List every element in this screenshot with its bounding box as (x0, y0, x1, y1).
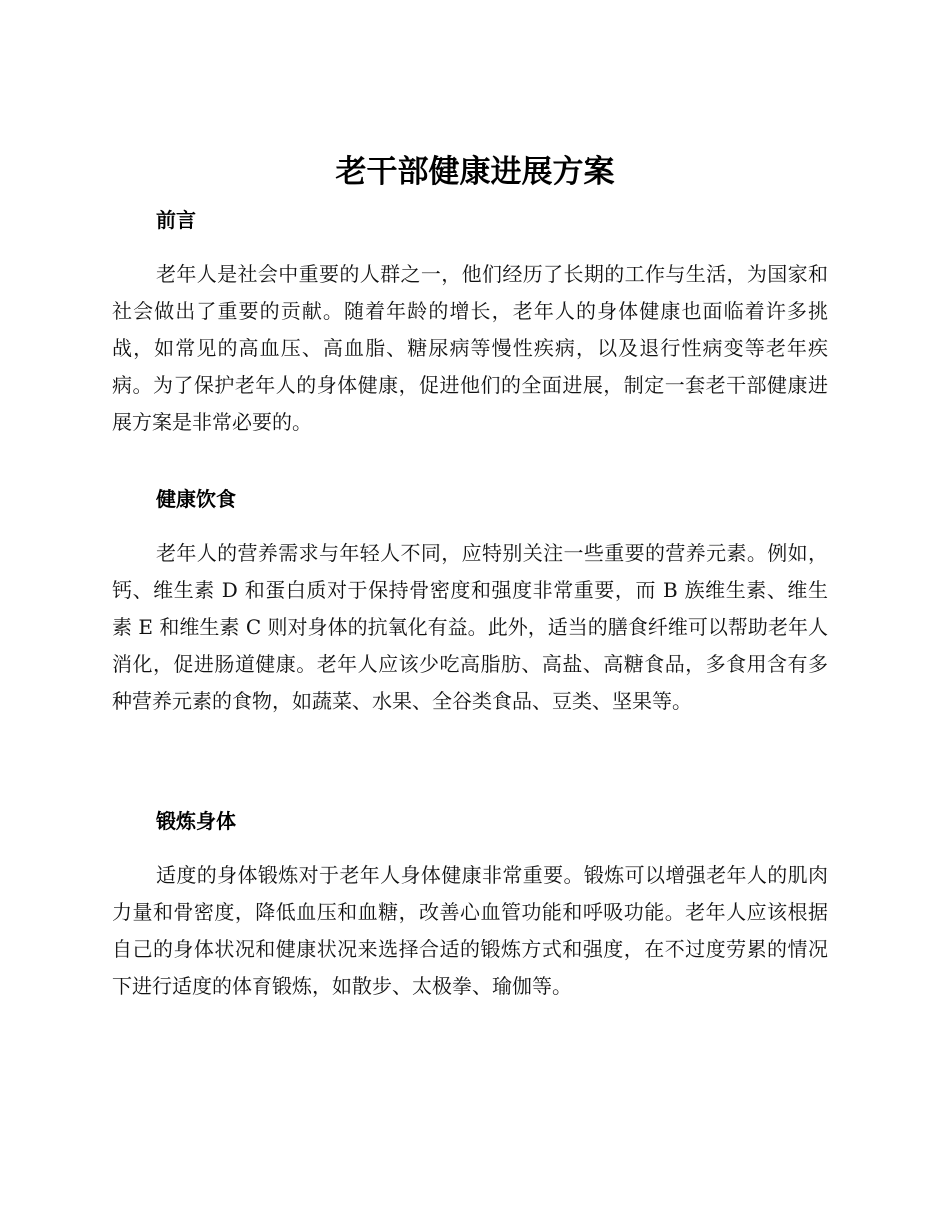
section-paragraph-exercise: 适度的身体锻炼对于老年人身体健康非常重要。锻炼可以增强老年人的肌肉力量和骨密度，降低血压和血糖，改善心血管功能和呼吸功能。老年人应该根据自己的身体状况和健康状况来选择合适的锻炼方式和强度，在不过度劳累的情况下进行适度的体育锻炼，如散步、太极拳、瑜伽等。 (112, 863, 828, 998)
section-heading-exercise: 锻炼身体 (156, 809, 236, 833)
document-title: 老干部健康进展方案 (335, 154, 615, 190)
section-paragraph-preface: 老年人是社会中重要的人群之一，他们经历了长期的工作与生活，为国家和社会做出了重要的贡献。随着年龄的增长，老年人的身体健康也面临着许多挑战，如常见的高血压、高血脂、糖尿病等慢性疾病，以及退行性病变等老年疾病。为了保护老年人的身体健康，促进他们的全面进展，制定一套老干部健康进展方案是非常必要的。 (112, 262, 828, 434)
section-paragraph-healthy-diet: 老年人的营养需求与年轻人不同，应特别关注一些重要的营养元素。例如，钙、维生素 D 和蛋白质对于保持骨密度和强度非常重要，而 B 族维生素、维生素 E 和维生素 C 则对身体的抗氧化有益。此外，适当的膳食纤维可以帮助老年人消化，促进肠道健康。老年人应该少吃高脂肪、高盐、高糖食品，多食用含有多种营养元素的食物，如蔬菜、水果、全谷类食品、豆类、坚果等。 (112, 541, 828, 713)
section-heading-healthy-diet: 健康饮食 (156, 487, 236, 511)
section-heading-preface: 前言 (156, 208, 196, 232)
